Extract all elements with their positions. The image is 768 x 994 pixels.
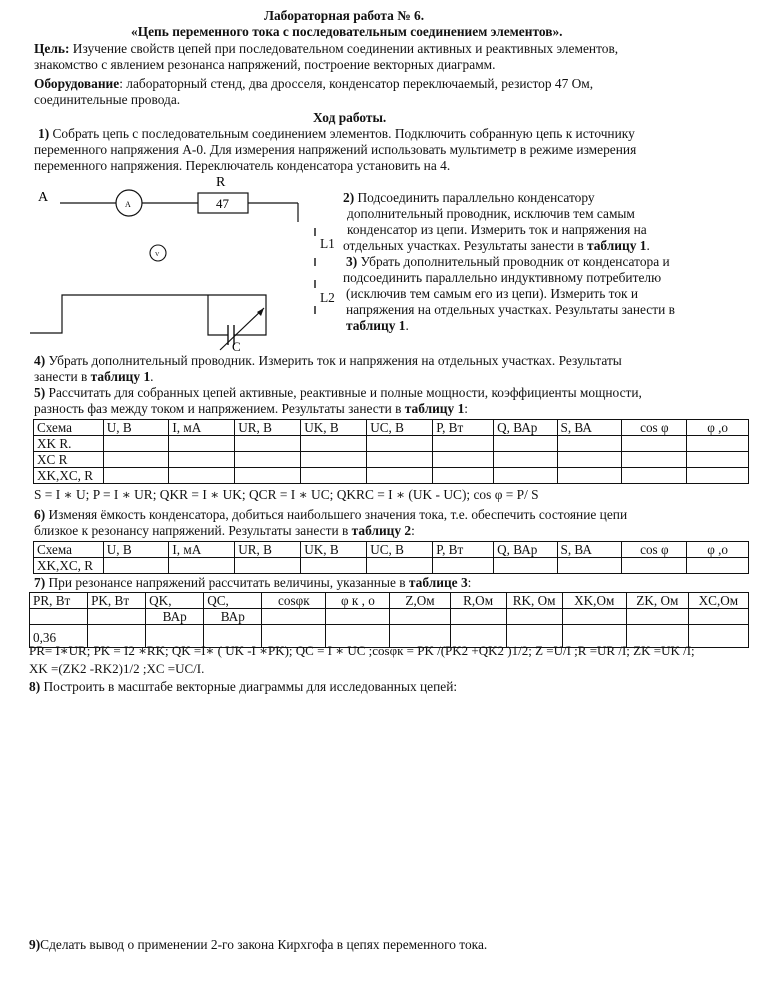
step-2-line-3: конденсатор из цепи. Измерить ток и напряжения на [347,222,647,237]
step-7-table-ref: таблице 3 [408,575,468,590]
step-3-end: . [405,318,409,333]
equipment-text-1: : лабораторный стенд, два дросселя, конденсатор переключаемый, резистор 47 Ом, [119,76,594,91]
goal-label: Цель: [34,41,70,56]
table-1-header-cell: UR, В [235,420,301,436]
table-1-row-label: XK,XC, R [34,468,104,484]
step-1-line-3: переменного напряжения. Переключатель конденсатора установить на 4. [34,158,451,174]
table-2-row-label: XK,XC, R [34,558,104,574]
goal-text-1: Изучение свойств цепей при последовательном соединении активных и реактивных элементов, [69,41,619,56]
wire-bottom [30,295,266,333]
table-3-header-top [30,593,749,609]
step-4-table-ref: таблицу 1 [90,369,151,385]
table-2-header-cell: Q, ВАр [494,542,557,558]
step-4-line-2: занести в [34,369,91,385]
step-8 [29,679,457,695]
table-2-header [34,542,749,558]
table-3-header-cell: QC, [204,593,262,609]
table-2-header-cell: U, В [103,542,169,558]
step-3-line-2: подсоединить параллельно индуктивному потребителю [343,270,662,285]
table-3-header-unit: ВАр [204,609,262,625]
step-5 [34,385,746,417]
table-3-header-cell: PR, Вт [30,593,88,609]
table-row [34,468,749,484]
formula-power: S = I ∗ U; P = I ∗ UR; QKR = I ∗ UK; QCR = I ∗ UC; QKRC = I ∗ (UK - UC); cos φ = P/ S [34,487,539,502]
step-9-text: Сделать вывод о применении 2-го закона Кирхгофа в цепях переменного тока. [40,937,488,952]
step-2-table-ref: таблицу 1 [587,238,647,253]
step-5-line-2: разность фаз между током и напряжением. Результаты занести в [34,401,405,417]
table-2-header-cell: I, мА [169,542,235,558]
table-3 [29,592,749,648]
step-2-line-2: дополнительный проводник, исключив тем самым [347,206,635,221]
table-1-header-cell: Схема [34,420,104,436]
table-3-value-pr: 0,36 [30,625,88,648]
table-1-row-label: XC R [34,452,104,468]
step-6-end: : [411,523,415,539]
table-1-header-cell: U, В [103,420,169,436]
step-4-line-1: Убрать дополнительный проводник. Измерить ток и напряжения на отдельных участках. Результаты [45,353,622,368]
step-4 [34,353,746,385]
step-2-end: . [646,238,650,253]
wire-capacitor-left [208,295,228,335]
table-row [34,452,749,468]
step-7-number: 7) [34,575,46,590]
label-l2: L2 [320,290,335,305]
procedure-heading: Ход работы. [313,110,387,125]
step-2-line-4: отдельных участках. Результаты занести в [343,238,587,253]
step-3-number: 3) [346,254,358,269]
step-1 [34,126,750,175]
table-1-header-cell: UC, В [367,420,433,436]
page-title: Лабораторная работа № 6. [264,8,425,23]
table-1-header-cell: cos φ [622,420,687,436]
step-7-end: : [467,575,472,590]
table-2-header-cell: φ ,о [687,542,749,558]
circuit-label-c: C [232,339,241,354]
table-1-header [34,420,749,436]
equipment-section [34,76,746,108]
table-2-header-cell: P, Вт [433,542,494,558]
circuit-diagram [0,170,340,355]
step-6-table-ref: таблицу 2 [351,523,412,539]
equipment-text-2: соединительные провода. [34,92,181,108]
step-3 [343,254,675,334]
resistor-value: 47 [216,196,229,211]
step-3-table-ref: таблицу 1 [346,318,406,333]
table-3-header-bottom [30,609,749,625]
table-2-header-cell: cos φ [622,542,687,558]
step-6 [34,507,746,539]
step-8-text: Построить в масштабе векторные диаграммы для исследованных цепей: [40,679,458,694]
step-9 [29,937,487,953]
step-4-end: . [150,369,154,385]
step-1-line-1: Собрать цепь с последовательным соединением элементов. Подключить собранную цепь к источнику [49,126,635,141]
capacitor-arrow-head [257,308,264,316]
label-l1: L1 [320,236,335,251]
goal-section [34,41,746,73]
table-2-header-cell: UR, В [235,542,301,558]
table-2-header-cell: S, ВА [557,542,622,558]
step-5-table-ref: таблицу 1 [404,401,465,417]
table-2-header-cell: UK, В [301,542,367,558]
table-2-header-cell: UC, В [367,542,433,558]
circuit-label-r: R [216,175,226,190]
goal-text-2: знакомство с явлением резонанса напряжений, построение векторных диаграмм. [34,57,496,73]
step-9-number: 9) [29,937,41,952]
table-3-header-cell: XK,Ом [562,593,626,609]
table-1-header-cell: φ ,о [687,420,749,436]
table-2-header-cell: Схема [34,542,104,558]
step-7 [34,575,746,591]
table-1-header-cell: I, мА [169,420,235,436]
table-1-header-cell: Q, ВАр [494,420,557,436]
table-1-header-cell: UK, В [301,420,367,436]
step-4-number: 4) [34,353,46,368]
table-3-header-cell: QK, [146,593,204,609]
table-row [34,436,749,452]
ammeter-label: A [125,200,131,209]
formula-resonance-1: PR= I∗UR; PK = I2 ∗RK; QK =I∗ ( UK -I ∗PK); QC = I ∗ UC ;cosφк = PK /(PK2 +QK2 )1/2; Z =U/I ;R =UR /I; ZK =UK /I; [29,643,695,658]
step-8-number: 8) [29,679,41,694]
table-3-header-unit: ВАр [146,609,204,625]
table-3-header-cell: ZK, Ом [626,593,688,609]
table-2 [33,541,749,574]
step-2-line-1: Подсоединить параллельно конденсатору [354,190,595,205]
step-1-line-2: переменного напряжения А-0. Для измерения напряжений использовать мультиметр в режиме измерения [34,142,637,158]
step-5-line-1: Рассчитать для собранных цепей активные, реактивные и полные мощности, коэффициенты мощности, [45,385,642,400]
equipment-label: Оборудование [34,76,120,91]
table-3-header-cell: cosφк [262,593,326,609]
formula-resonance-2: XK =(ZK2 -RK2)1/2 ;XC =UC/I. [29,661,205,676]
step-7-line-1: При резонансе напряжений рассчитать величины, указанные в [45,575,409,590]
capacitor-variable-arrow [220,308,264,350]
table-3-header-cell: φ к , о [326,593,390,609]
table-3-header-cell: XC,Ом [688,593,748,609]
table-1-row-label: XK R. [34,436,104,452]
table-1-header-cell: S, ВА [557,420,622,436]
table-3-header-cell: RK, Ом [506,593,562,609]
step-2 [343,190,650,254]
step-1-number: 1) [38,126,50,141]
step-2-number: 2) [343,190,355,205]
table-row [34,558,749,574]
step-6-line-2: близкое к резонансу напряжений. Результаты занести в [34,523,352,539]
step-5-number: 5) [34,385,46,400]
table-1-header-cell: P, Вт [433,420,494,436]
table-3-header-cell: Z,Ом [390,593,450,609]
step-3-line-3: (исключив тем самым его из цепи). Измерить ток и [346,286,639,301]
step-6-line-1: Изменяя ёмкость конденсатора, добиться наибольшего значения тока, т.е. обеспечить состояние цепи [45,507,628,522]
circuit-label-a: A [38,190,49,205]
table-1 [33,419,749,484]
voltmeter-label: V [155,252,160,258]
step-3-line-4: напряжения на отдельных участках. Результаты занести в [346,302,675,317]
step-3-line-1: Убрать дополнительный проводник от конденсатора и [357,254,670,269]
table-3-header-cell: PK, Вт [88,593,146,609]
step-5-end: : [464,401,468,417]
step-6-number: 6) [34,507,46,522]
table-3-header-cell: R,Ом [450,593,506,609]
page-subtitle: «Цепь переменного тока с последовательным соединением элементов». [131,24,563,39]
